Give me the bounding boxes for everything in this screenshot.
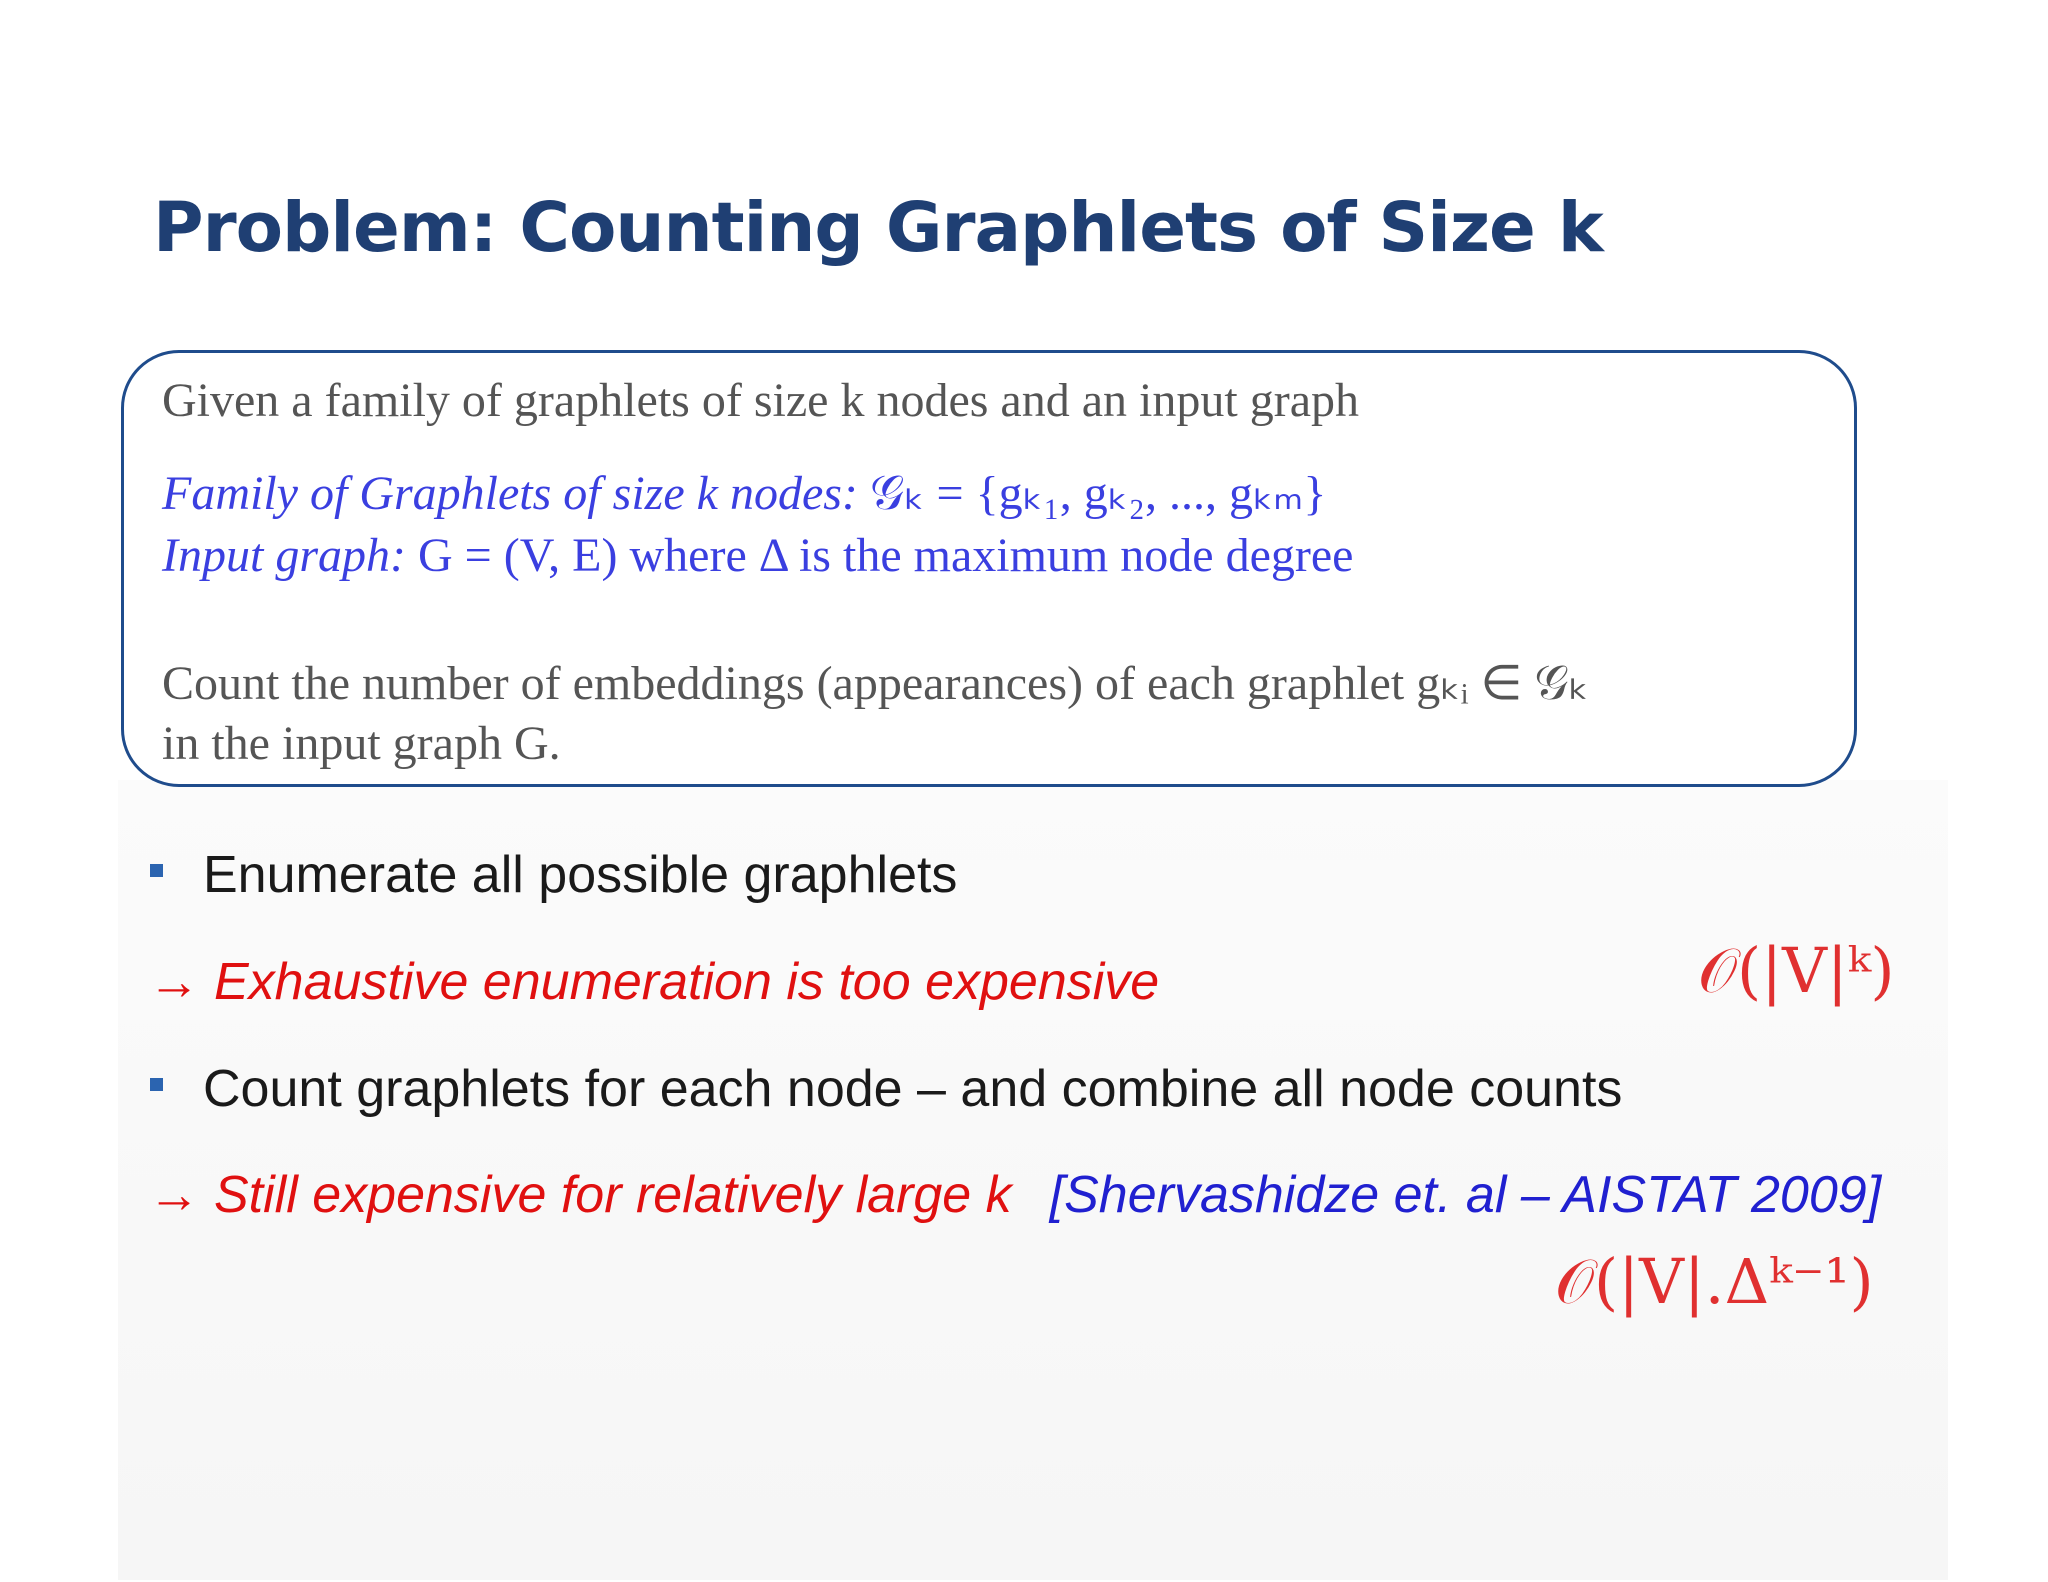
right-arrow-icon: → [148,953,200,1011]
problem-definition-box [121,350,1857,787]
family-label: Family of Graphlets of size k nodes: [162,467,858,520]
arrow-still-expensive-text: Still expensive for relatively large k [214,1166,1012,1224]
arrow-exhaustive [148,952,1159,1012]
arrow-exhaustive-text: Exhaustive enumeration is too expensive [214,953,1160,1011]
input-label: Input graph: [162,529,406,582]
family-formula: 𝒢ₖ = {gₖ₁, gₖ₂, ..., gₖₘ} [869,467,1327,520]
arrow-still-expensive [148,1165,1881,1225]
problem-given-line: Given a family of graphlets of size k nodes and an input graph [162,374,1359,427]
citation: [Shervashidze et. al – AISTAT 2009] [1049,1166,1882,1224]
bullet-count [150,1059,1622,1119]
problem-count-line-2: in the input graph G. [162,717,561,770]
input-formula: G = (V, E) where Δ is the maximum node degree [417,529,1354,582]
bullet-count-text: Count graphlets for each node – and combine all node counts [203,1060,1623,1118]
bullet-enumerate [150,845,957,905]
problem-count-line: Count the number of embeddings (appearances) of each graphlet gₖᵢ ∈ 𝒢ₖ [162,657,1589,710]
problem-family-line [162,465,1326,522]
complexity-exhaustive: 𝒪(|V|ᵏ) [1698,934,1895,1007]
slide-title: Problem: Counting Graphlets of Size k [153,188,1603,268]
right-arrow-icon: → [148,1166,200,1224]
square-bullet-icon [150,1078,163,1091]
square-bullet-icon [150,864,163,877]
problem-input-line [162,528,1353,583]
complexity-per-node: 𝒪(|V|.Δᵏ⁻¹) [1555,1245,1874,1318]
bullet-enumerate-text: Enumerate all possible graphlets [203,846,958,904]
